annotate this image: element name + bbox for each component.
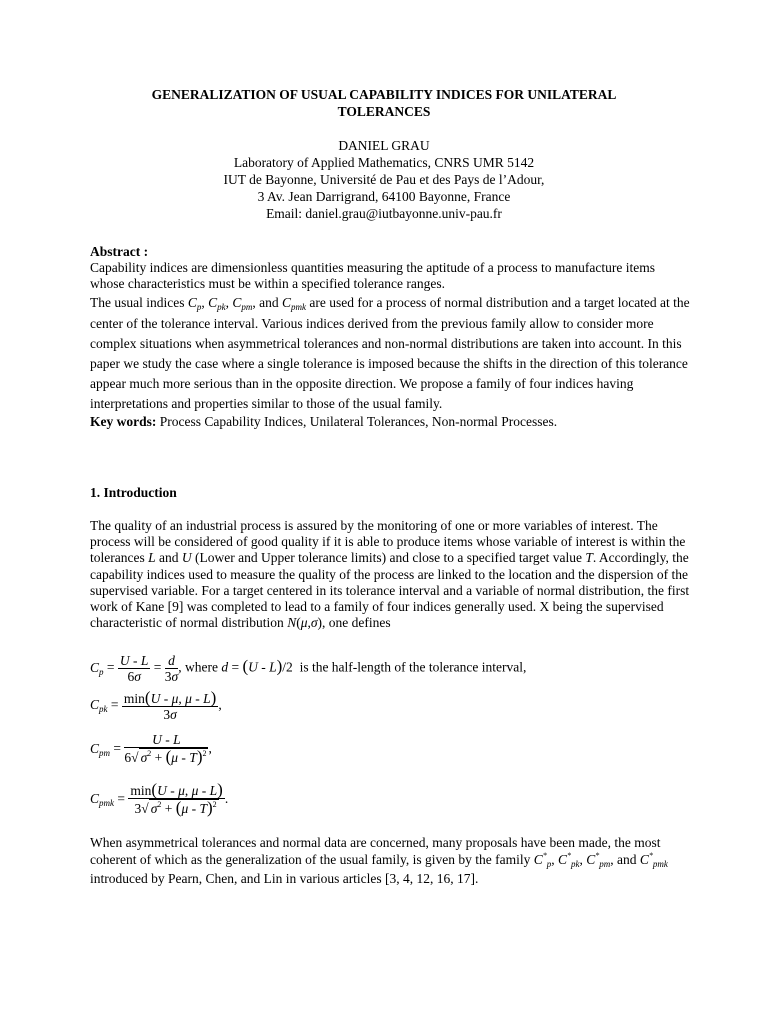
index-cpmk: $C_{pmk}$: [282, 294, 307, 312]
address-line: 3 Av. Jean Darrigrand, 64100 Bayonne, France: [257, 189, 511, 204]
abstract-p2-end: are used for a process of normal distribution and a target located at the center of the tolerance interval. Various indices derived from the previous family allow to consider more complex situations when asymmetrical tolerances and non-normal distributions are taken into account. In this paper we study the case where a single tolerance is imposed because the shifts in the direction of this tolerance appear much more serious than in the opposite direction. We propose a family of four indices having interpretations and properties similar to those of the usual family.: [90, 294, 690, 411]
intro-text-d: , one defines: [322, 615, 391, 631]
intro-text-c: . Accordingly, the capability indices used to measure the quality of the process are linked to the location and the dispersion of the supervised variable. For a target centered in its tolerance interval and a variable of normal distribution, the first work of Kane [9] was completed to lead to a family of four indices generally used. X being the supervised characteristic of normal distribution: [90, 550, 690, 631]
eq-half-length-text: is the half-length of the tolerance interval,: [299, 659, 527, 675]
index-cpm-star: $C^*_{pm}$: [586, 851, 611, 869]
index-cpmk-star: $C^*_{pmk}$: [639, 851, 668, 869]
symbol-T: T: [585, 550, 593, 566]
section-1-paragraph-1: The quality of an industrial process is assured by the monitoring of one or more variables of interest. The process will be considered of good quality if it is able to produce items whose variable of interest is within the tolerances L and U (Lower and Upper tolerance limits) and close to a specified target value T. Accordingly, the capability indices used to measure the quality of the process are linked to the location and the dispersion of the supervised variable. For a target centered in its tolerance interval and a variable of normal distribution, the first work of Kane [9] was completed to lead to a family of four indices generally used. X being the supervised characteristic of normal distribution N(μ,σ), one defines: [90, 518, 690, 631]
symbol-normal-dist: N: [287, 615, 297, 631]
author-name: DANIEL GRAU: [338, 138, 430, 153]
index-cpk: $C_{pk}$: [208, 294, 226, 312]
keywords-label: Key words:: [90, 413, 157, 429]
equation-cp: $C_p$ = $\frac{U - L}{6\sigma}$ = $\frac{d}{3\sigma}$ , where d = (U - L)/2 is the half-length of the tolerance interval,: [90, 653, 527, 684]
keywords-text: Process Capability Indices, Unilateral Tolerances, Non-normal Processes.: [159, 413, 558, 429]
intro-p2-text-a: When asymmetrical tolerances and normal data are concerned, many proposals have been made, the most coherent of which as the generalization of the usual family, is given by the family: [90, 835, 661, 867]
abstract-heading: Abstract :: [90, 244, 149, 259]
affiliation-line-1: Laboratory of Applied Mathematics, CNRS UMR 5142: [233, 155, 535, 170]
equation-cpmk: $C_{pmk}$ = $\frac{\min(U - \mu, \mu - L)}{3√ \sigma^2 + (\mu - T)^2}$ .: [90, 780, 229, 817]
index-cpm: $C_{pm}$: [232, 294, 253, 312]
abstract-section: [90, 244, 690, 430]
intro-p2-text-b: introduced by Pearn, Chen, and Lin in various articles [3, 4, 12, 16, 17].: [90, 871, 479, 886]
title-line-1: GENERALIZATION OF USUAL CAPABILITY INDICES FOR UNILATERAL: [151, 87, 617, 102]
email-line: Email: daniel.grau@iutbayonne.univ-pau.fr: [266, 206, 502, 221]
keywords-line: [90, 414, 690, 430]
title-line-2: TOLERANCES: [337, 104, 431, 119]
equation-cpk: $C_{pk}$ = $\frac{\min(U - \mu, \mu - L)}{3\sigma}$ ,: [90, 688, 222, 722]
author-block: [90, 137, 678, 222]
intro-text-a: The quality of an industrial process is assured by the monitoring of one or more variables of interest. The process will be considered of good quality if it is able to produce items whose variable of interest is within the tolerances: [90, 518, 686, 566]
section-1-heading: 1. Introduction: [90, 485, 177, 500]
paper-title: [90, 86, 678, 120]
index-cp: $C_p$: [187, 294, 202, 312]
eq-where-text: , where: [178, 659, 218, 675]
section-1-paragraph-2: When asymmetrical tolerances and normal data are concerned, many proposals have been made, the most coherent of which as the generalization of the usual family, is given by the family $C^*_p$, $C^*_{pk}$, $C^*_{pm}$, and $C^*_{pmk}$ introduced by Pearn, Chen, and Lin in various articles [3, 4, 12, 16, 17].: [90, 835, 668, 886]
intro-text-b: (Lower and Upper tolerance limits) and close to a specified target value: [194, 550, 582, 566]
index-cpk-star: $C^*_{pk}$: [558, 851, 580, 869]
abstract-paragraph-2: The usual indices $C_p$, $C_{pk}$, $C_{pm}$, and $C_{pmk}$ are used for a process of normal distribution and a target located at the center of the tolerance interval. Various indices derived from the previous family allow to consider more complex situations when asymmetrical tolerances and non-normal distributions are taken into account. In this paper we study the case where a single tolerance is imposed because the shifts in the direction of this tolerance appear much more serious than in the opposite direction. We propose a family of four indices having interpretations and properties similar to those of the usual family.: [90, 294, 690, 411]
symbol-U: U: [181, 550, 192, 566]
abstract-paragraph-1: Capability indices are dimensionless quantities measuring the aptitude of a process to manufacture items whose characteristics must be within a specified tolerance ranges.: [90, 260, 655, 292]
equation-cpm: $C_{pm}$ = $\frac{U - L}{6√ \sigma^2 + (\mu - T)^2}$ ,: [90, 732, 212, 766]
symbol-L: L: [148, 550, 156, 566]
abstract-p2-start: The usual indices: [90, 294, 185, 310]
section-1-heading-block: [90, 485, 690, 501]
affiliation-line-2: IUT de Bayonne, Université de Pau et des Pays de l’Adour,: [223, 172, 545, 187]
index-cp-star: $C^*_p$: [533, 851, 552, 869]
